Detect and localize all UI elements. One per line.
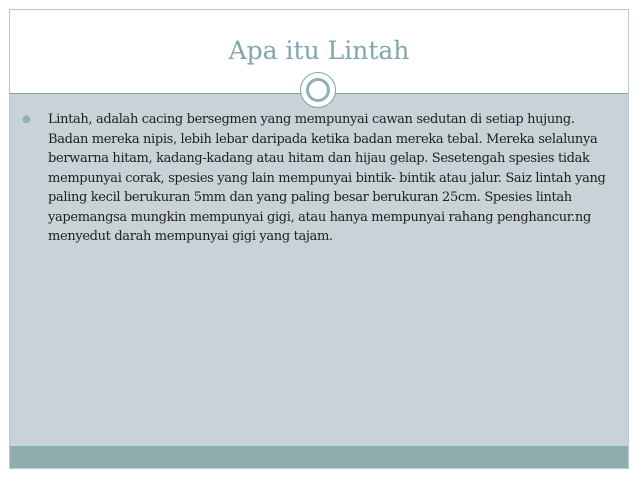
slide-title: Apa itu Lintah bbox=[228, 36, 410, 65]
circle-bullet-icon: ● bbox=[22, 114, 31, 125]
bullet-text: Lintah, adalah cacing bersegmen yang mempunyai cawan sedutan di setiap hujung. Badan mereka nipis, lebih lebar daripada ketika badan mereka tebal. Mereka selalunya berwarna hitam, kadang-kadang atau hitam dan hijau gelap. Sesetengah spesies tidak mempunyai corak, spesies yang lain mempunyai bintik- bintik atau jalur. Saiz lintah yang paling kecil berukuran 5mm dan yang paling besar berukuran 25cm. Spesies lintah yapemangsa mungkin mempunyai gigi, atau hanya mempunyai rahang penghancur.ng menyedut darah mempunyai gigi yang tajam. bbox=[48, 112, 606, 244]
slide-frame bbox=[9, 9, 629, 469]
